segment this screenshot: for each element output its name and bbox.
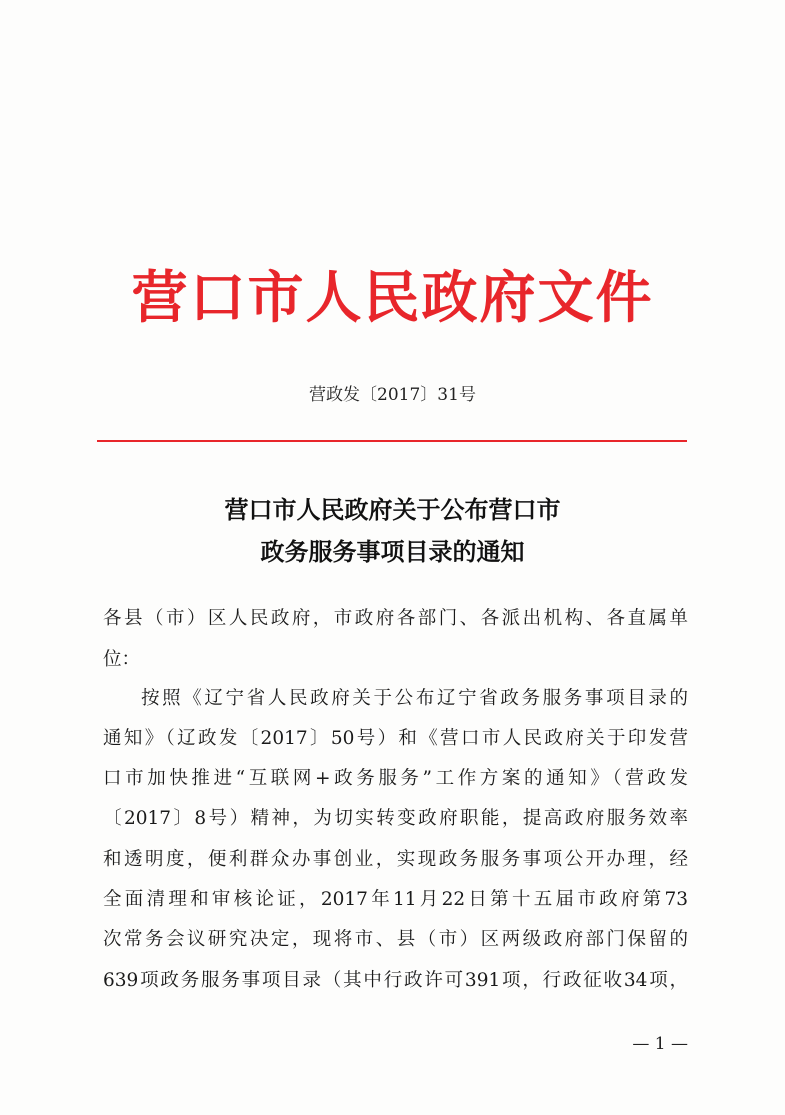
body-paragraph-line: 639项政务服务事项目录（其中行政许可391项，行政征收34项， [103, 970, 688, 991]
body-paragraph-line: 〔2017〕8号）精神，为切实转变政府职能，提高政府服务效率 [103, 808, 688, 829]
body-paragraph-line: 全面清理和审核论证，2017年11月22日第十五届市政府第73 [103, 889, 688, 910]
red-divider [97, 440, 687, 442]
body-paragraph-line: 口市加快推进“互联网+政务服务”工作方案的通知》（营政发 [103, 768, 688, 789]
document-number: 营政发〔2017〕31号 [309, 385, 476, 405]
body-paragraph-line: 和透明度，便利群众办事创业，实现政务服务事项公开办理，经 [103, 849, 688, 870]
document-title-line-1: 营口市人民政府关于公布营口市 [224, 495, 561, 524]
document-title-line-2: 政务服务事项目录的通知 [260, 537, 525, 566]
page-number: — 1 — [632, 1034, 688, 1054]
body-line-recipients-end: 位： [103, 649, 141, 670]
body-paragraph-line: 按照《辽宁省人民政府关于公布辽宁省政务服务事项目录的 [141, 688, 688, 709]
masthead: 营口市人民政府文件 [131, 265, 654, 331]
body-paragraph-line: 通知》（辽政发〔2017〕50号）和《营口市人民政府关于印发营 [103, 728, 688, 749]
body-paragraph-line: 次常务会议研究决定，现将市、县（市）区两级政府部门保留的 [103, 929, 688, 950]
body-line-recipients: 各县（市）区人民政府，市政府各部门、各派出机构、各直属单 [103, 608, 688, 629]
